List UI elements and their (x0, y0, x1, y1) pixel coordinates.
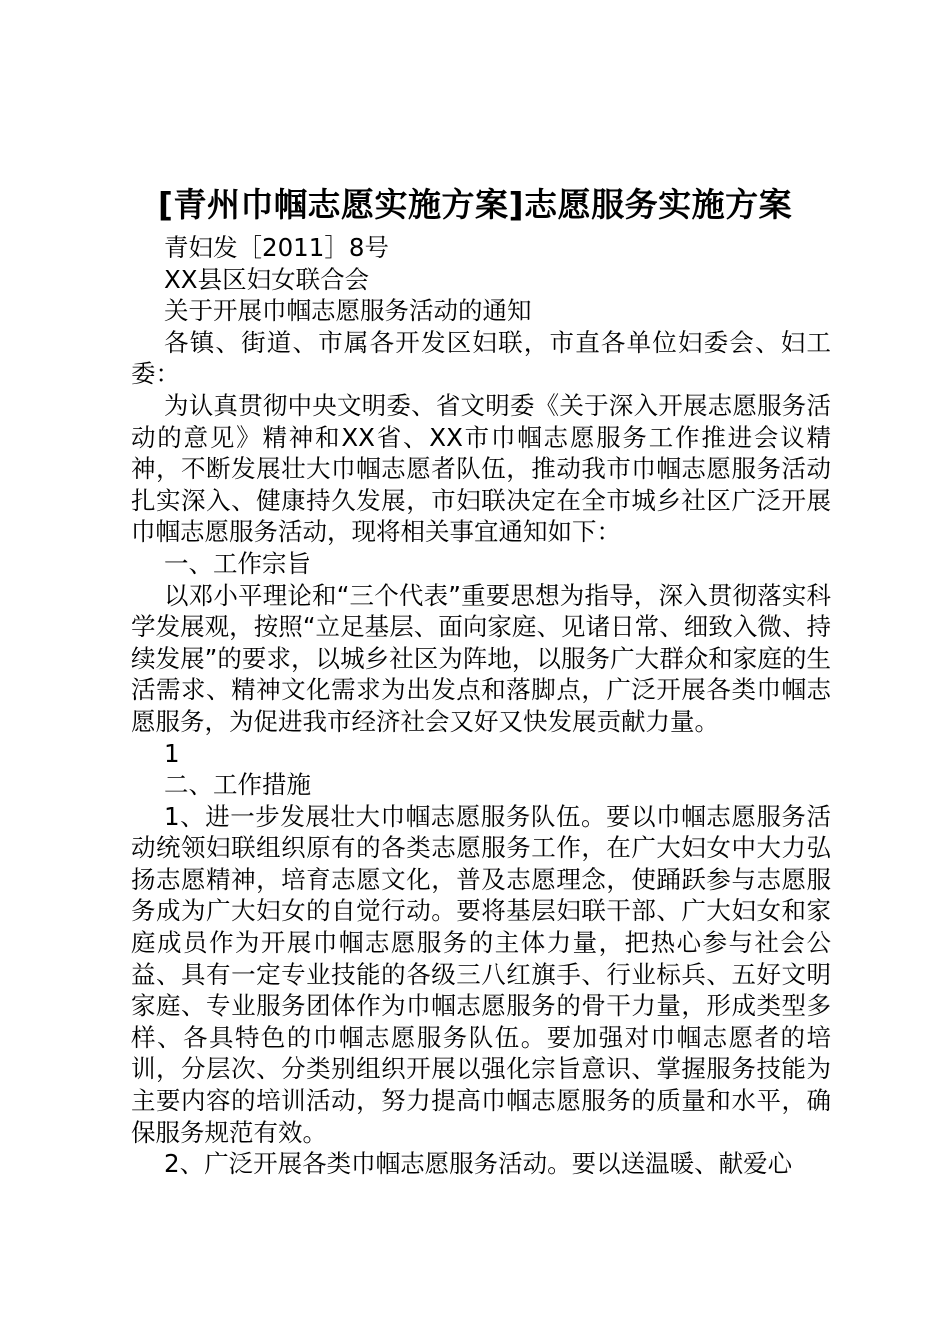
intro-paragraph: 为认真贯彻中央文明委、省文明委《关于深入开展志愿服务活动的意见》精神和XX省、XX市巾帼志愿服务工作推进会议精神，不断发展壮大巾帼志愿者队伍，推动我市巾帼志愿服务活动扎实深入、健康持久发展，市妇联决定在全市城乡社区广泛开展巾帼志愿服务活动，现将相关事宜通知如下： (131, 390, 831, 547)
document-number: 青妇发［2011］8号 (164, 233, 389, 262)
notice-subject: 关于开展巾帼志愿服务活动的通知 (164, 296, 532, 326)
page-number: 1 (164, 738, 180, 768)
section-heading-purpose: 一、工作宗旨 (164, 548, 311, 578)
measure-paragraph-1: 1、进一步发展壮大巾帼志愿服务队伍。要以巾帼志愿服务活动统领妇联组织原有的各类志愿服务工作，在广大妇女中大力弘扬志愿精神，培育志愿文化，普及志愿理念，使踊跃参与志愿服务成为广大妇女的自觉行动。要将基层妇联干部、广大妇女和家庭成员作为开展巾帼志愿服务的主体力量，把热心参与社会公益、具有一定专业技能的各级三八红旗手、行业标兵、五好文明家庭、专业服务团体作为巾帼志愿服务的骨干力量，形成类型多样、各具特色的巾帼志愿服务队伍。要加强对巾帼志愿者的培训，分层次、分类别组织开展以强化宗旨意识、掌握服务技能为主要内容的培训活动，努力提高巾帼志愿服务的质量和水平，确保服务规范有效。 (131, 801, 831, 1147)
purpose-paragraph: 以邓小平理论和“三个代表”重要思想为指导，深入贯彻落实科学发展观，按照“立足基层、面向家庭、见诸日常、细致入微、持续发展”的要求，以城乡社区为阵地，以服务广大群众和家庭的生活需求、精神文化需求为出发点和落脚点，广泛开展各类巾帼志愿服务，为促进我市经济社会又好又快发展贡献力量。 (131, 580, 831, 736)
issuing-organization: XX县区妇女联合会 (164, 264, 370, 294)
document-body (131, 232, 831, 1180)
addressee-line: 各镇、街道、市属各开发区妇联，市直各单位妇委会、妇工委： (131, 327, 831, 389)
document-title: [青州巾帼志愿实施方案]志愿服务实施方案 (157, 185, 793, 224)
section-heading-measures: 二、工作措施 (164, 770, 311, 800)
measure-paragraph-2: 2、广泛开展各类巾帼志愿服务活动。要以送温暖、献爱心 (164, 1149, 793, 1179)
